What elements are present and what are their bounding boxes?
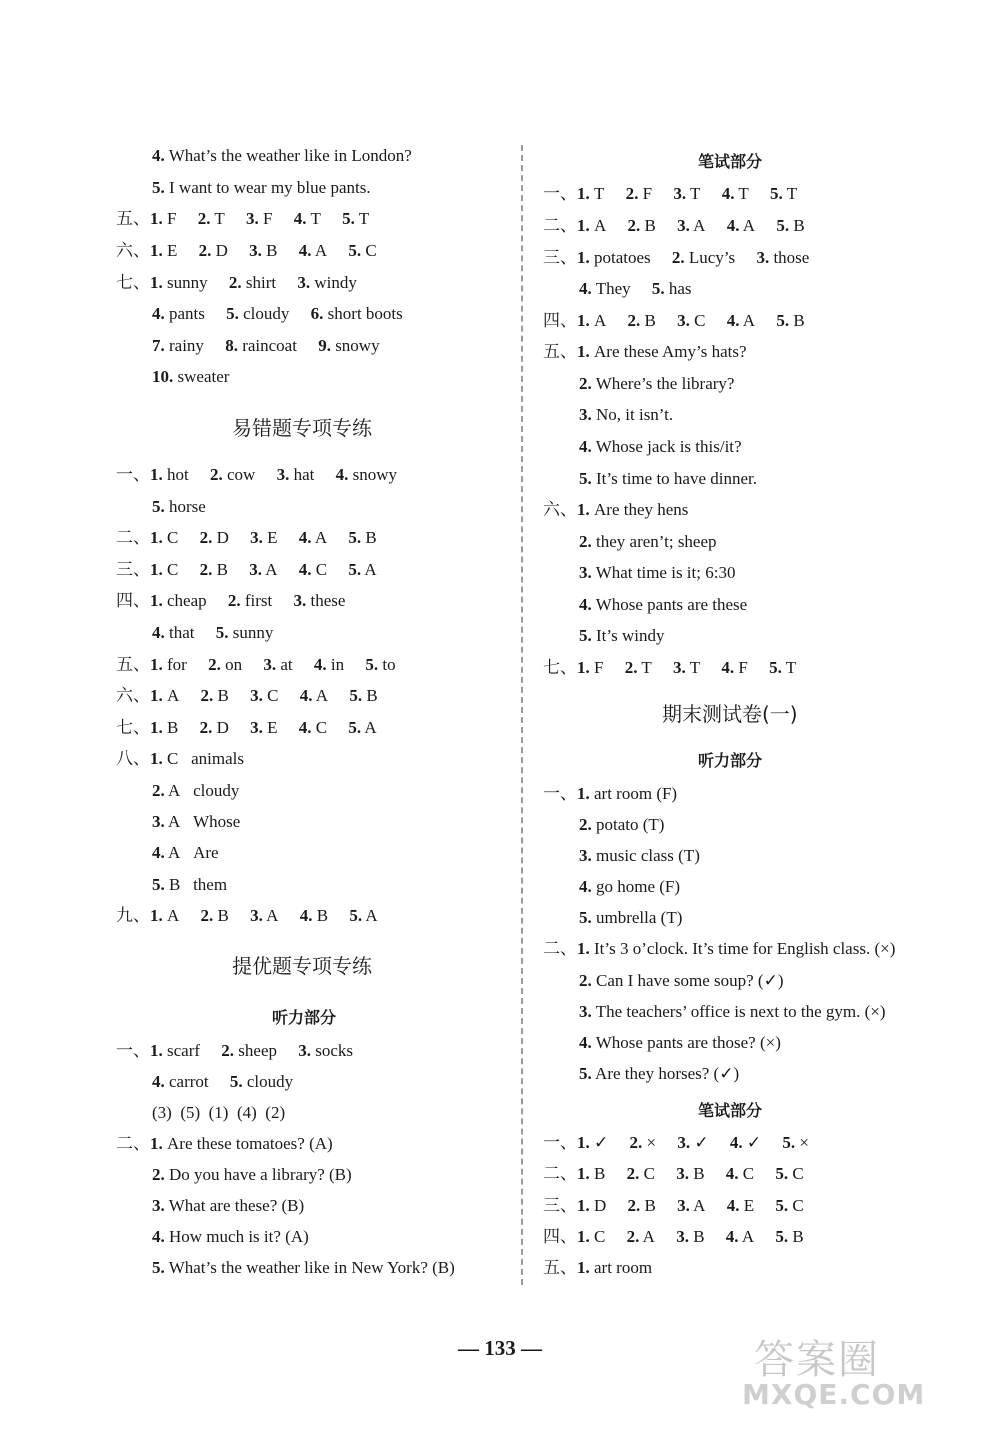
answer-line: 5. It’s windy — [579, 626, 665, 645]
answer-line: 五、1. F 2. T 3. F 4. T 5. T — [116, 209, 370, 228]
answer-line: 二、1. B 2. C 3. B 4. C 5. C — [543, 1164, 804, 1183]
answer-line: 六、1. E 2. D 3. B 4. A 5. C — [116, 241, 377, 260]
section-subtitle: 听力部分 — [272, 1008, 337, 1027]
answer-line: 5. Are they horses? (✓) — [579, 1064, 740, 1083]
answer-line: 4. Whose pants are those? (×) — [579, 1033, 781, 1052]
answer-line: 5. What’s the weather like in New York? (B) — [152, 1258, 455, 1277]
answer-line: 九、1. A 2. B 3. A 4. B 5. A — [116, 906, 378, 925]
page-number: — 133 — — [458, 1336, 542, 1360]
answer-line: 3. What are these? (B) — [152, 1196, 305, 1215]
answer-line: 4. They 5. has — [579, 279, 692, 298]
answer-line: 4. go home (F) — [579, 877, 681, 896]
answer-line: 七、1. F 2. T 3. T 4. F 5. T — [543, 658, 797, 677]
answer-line: 5. umbrella (T) — [579, 908, 683, 927]
answer-line: 2. potato (T) — [579, 815, 665, 834]
answer-line: 2. Can I have some soup? (✓) — [579, 971, 784, 990]
answer-line: 7. rainy 8. raincoat 9. snowy — [152, 336, 380, 355]
answer-line: 七、1. sunny 2. shirt 3. windy — [116, 273, 357, 292]
answer-line: 六、1. A 2. B 3. C 4. A 5. B — [116, 686, 378, 705]
section-title: 提优题专项专练 — [232, 954, 372, 978]
answer-line: 4. pants 5. cloudy 6. short boots — [152, 304, 403, 323]
answer-line: 2. A cloudy — [152, 781, 240, 800]
answer-line: 五、1. for 2. on 3. at 4. in 5. to — [116, 655, 396, 674]
answer-line: (3) (5) (1) (4) (2) — [152, 1103, 286, 1122]
answer-line: 三、1. D 2. B 3. A 4. E 5. C — [543, 1196, 804, 1215]
watermark-text: 答案圈 — [754, 1337, 880, 1383]
answer-line: 4. What’s the weather like in London? — [152, 146, 412, 165]
answer-line: 一、1. T 2. F 3. T 4. T 5. T — [543, 184, 798, 203]
answer-line: 六、1. Are they hens — [543, 500, 689, 519]
answer-line: 三、1. potatoes 2. Lucy’s 3. those — [543, 248, 810, 267]
section-subtitle: 笔试部分 — [698, 1101, 763, 1120]
answer-line: 4. A Are — [152, 843, 219, 862]
answer-line: 2. Do you have a library? (B) — [152, 1165, 352, 1184]
answer-line: 四、1. C 2. A 3. B 4. A 5. B — [543, 1227, 804, 1246]
answer-line: 五、1. Are these Amy’s hats? — [543, 342, 747, 361]
answer-line: 三、1. C 2. B 3. A 4. C 5. A — [116, 560, 377, 579]
answer-line: 5. It’s time to have dinner. — [579, 469, 757, 488]
answer-line: 4. that 5. sunny — [152, 623, 274, 642]
answer-line: 二、1. C 2. D 3. E 4. A 5. B — [116, 528, 377, 547]
answer-line: 4. Whose pants are these — [579, 595, 748, 614]
answer-line: 七、1. B 2. D 3. E 4. C 5. A — [116, 718, 377, 737]
answer-line: 3. What time is it; 6:30 — [579, 563, 736, 582]
section-subtitle: 笔试部分 — [698, 152, 763, 171]
section-subtitle: 听力部分 — [698, 751, 763, 770]
column-divider — [521, 145, 523, 1285]
answer-line: 5. horse — [152, 497, 206, 516]
answer-line: 3. A Whose — [152, 812, 241, 831]
answer-line: 一、1. hot 2. cow 3. hat 4. snowy — [116, 465, 397, 484]
answer-line: 一、1. art room (F) — [543, 784, 678, 803]
answer-line: 10. sweater — [152, 367, 230, 386]
section-title: 易错题专项专练 — [232, 416, 372, 440]
answer-line: 二、1. A 2. B 3. A 4. A 5. B — [543, 216, 805, 235]
answer-line: 5. B them — [152, 875, 228, 894]
answer-line: 3. The teachers’ office is next to the gym. (×) — [579, 1002, 886, 1021]
answer-line: 二、1. It’s 3 o’clock. It’s time for English class. (×) — [543, 939, 896, 958]
answer-line: 2. Where’s the library? — [579, 374, 735, 393]
watermark-domain: MXQE.COM — [742, 1378, 926, 1411]
answer-line: 4. How much is it? (A) — [152, 1227, 309, 1246]
answer-line: 四、1. A 2. B 3. C 4. A 5. B — [543, 311, 805, 330]
answer-line: 4. Whose jack is this/it? — [579, 437, 742, 456]
answer-line: 3. music class (T) — [579, 846, 700, 865]
section-title: 期末测试卷(一) — [662, 702, 798, 726]
answer-line: 八、1. C animals — [116, 749, 244, 768]
answer-line: 一、1. scarf 2. sheep 3. socks — [116, 1041, 354, 1060]
answer-line: 一、1. ✓ 2. × 3. ✓ 4. ✓ 5. × — [543, 1133, 809, 1152]
answer-line: 5. I want to wear my blue pants. — [152, 178, 371, 197]
answer-line: 2. they aren’t; sheep — [579, 532, 717, 551]
answer-line: 五、1. art room — [543, 1258, 653, 1277]
answer-line: 4. carrot 5. cloudy — [152, 1072, 294, 1091]
watermark-logo — [742, 1328, 992, 1420]
answer-line: 3. No, it isn’t. — [579, 405, 674, 424]
answer-line: 四、1. cheap 2. first 3. these — [116, 591, 346, 610]
answer-line: 二、1. Are these tomatoes? (A) — [116, 1134, 333, 1153]
